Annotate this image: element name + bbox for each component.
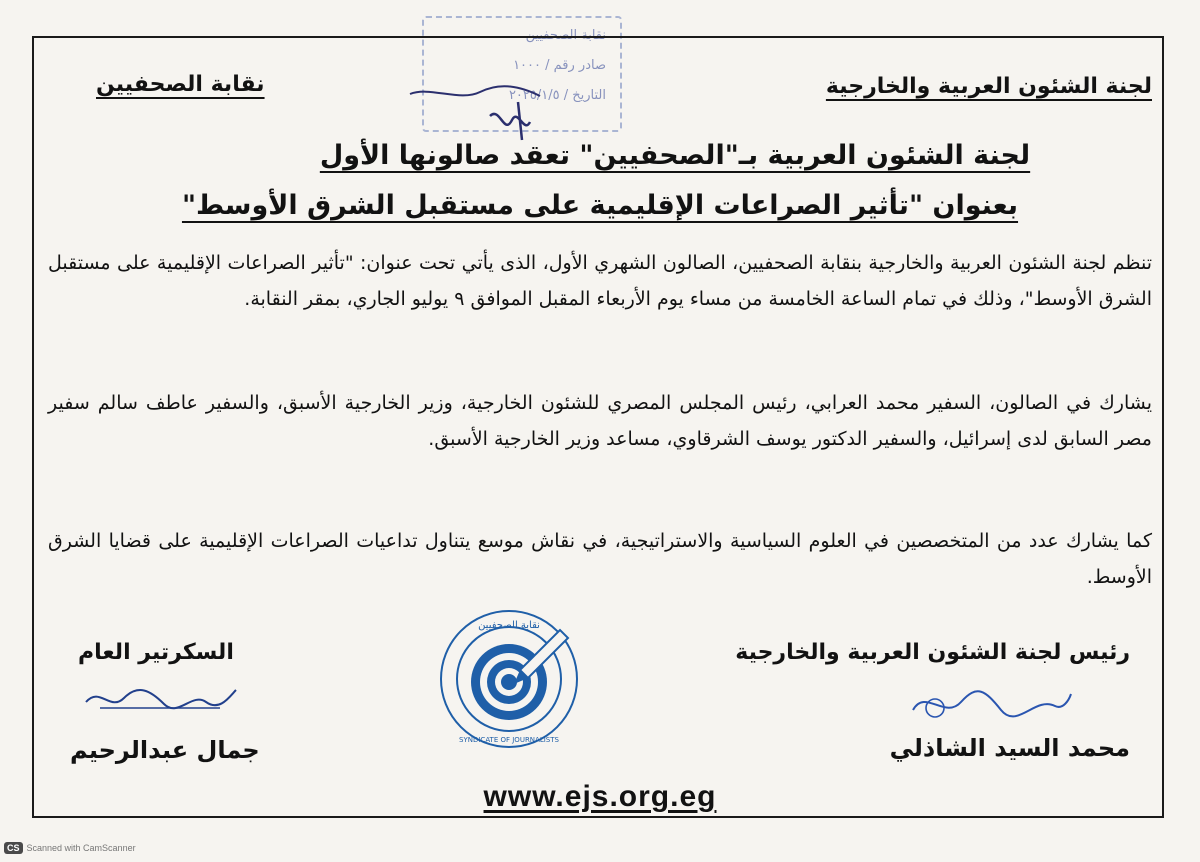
- website-url: www.ejs.org.eg: [483, 780, 717, 813]
- secretary-name: جمال عبدالرحيم: [70, 736, 260, 764]
- secretary-title: السكرتير العام: [78, 640, 234, 665]
- document-title-line-2: بعنوان "تأثير الصراعات الإقليمية على مستقبل الشرق الأوسط": [181, 190, 1019, 221]
- chairman-title: رئيس لجنة الشئون العربية والخارجية: [735, 640, 1130, 665]
- syndicate-logo: [434, 604, 584, 754]
- syndicate-header: نقابة الصحفيين: [96, 72, 265, 97]
- scanner-text: Scanned with CamScanner: [26, 843, 136, 853]
- secretary-signature: [80, 682, 240, 722]
- stamp-line-1: نقابة الصحفيين: [525, 28, 606, 43]
- document-title-line-1: لجنة الشئون العربية بـ"الصحفيين" تعقد صالونها الأول: [319, 140, 1031, 171]
- body-paragraph-1: تنظم لجنة الشئون العربية والخارجية بنقابة الصحفيين، الصالون الشهري الأول، الذى يأتي تحت عنوان: "تأثير الصراعات الإقليمية على مستقبل الشرق الأوسط"، وذلك في تمام الساعة الخامسة من مساء يوم الأربعاء المقبل الموافق ٩ يوليو الجاري، بمقر النقابة.: [48, 252, 1152, 310]
- chairman-signature: [905, 680, 1075, 730]
- logo-english-text: SYNDICATE OF JOURNALISTS: [459, 736, 559, 744]
- camscanner-icon: CS: [4, 842, 23, 854]
- stamp-line-2: صادر رقم / ١٠٠٠: [513, 58, 606, 73]
- stamp-line-3: التاريخ / ٢٠٢٥/١/٥: [508, 88, 606, 103]
- body-paragraph-2: يشارك في الصالون، السفير محمد العرابي، رئيس المجلس المصري للشئون الخارجية، وزير الخارجية الأسبق، والسفير عاطف سالم سفير مصر السابق لدى إسرائيل، والسفير الدكتور يوسف الشرقاوي، مساعد وزير الخارجية الأسبق.: [48, 392, 1152, 450]
- logo-arabic-text: نقابة الصحفيين: [478, 620, 540, 631]
- chairman-name: محمد السيد الشاذلي: [889, 734, 1130, 762]
- committee-header: لجنة الشئون العربية والخارجية: [825, 74, 1152, 99]
- scanner-watermark: [4, 842, 136, 854]
- body-paragraph-3: كما يشارك عدد من المتخصصين في العلوم السياسية والاستراتيجية، في نقاش موسع يتناول تداعيات الصراعات الإقليمية على قضايا الشرق الأوسط.: [48, 530, 1152, 588]
